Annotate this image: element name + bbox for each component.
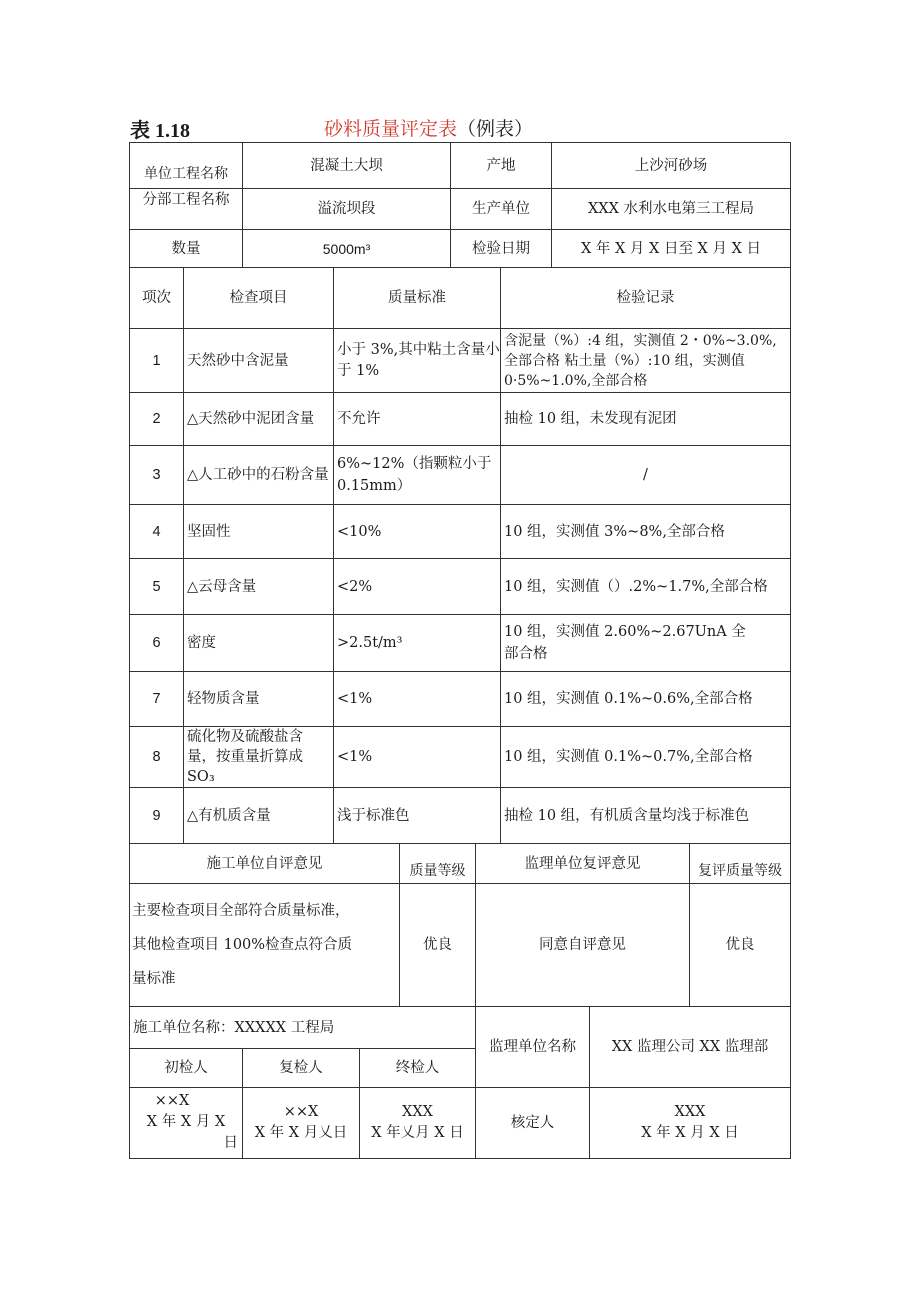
- row-1-standard: 小于 3%,其中粘土含量小于 1%: [334, 329, 501, 393]
- row-5-standard: <2%: [334, 559, 501, 615]
- row-8-record: 10 组，实测值 0.1%~0.7%,全部合格: [501, 727, 790, 788]
- row-1-record: 含泥量（%）:4 组，实测值 2・0%~3.0%,全部合格 粘土量（%）:10 组，实测值 0·5%~1.0%,全部合格: [501, 329, 790, 393]
- first-inspector-date-end: 日: [223, 1135, 238, 1151]
- unit-project-value: 混凝土大坝: [243, 143, 451, 189]
- row-5-no: 5: [130, 559, 184, 615]
- final-inspector-date: X 年乂月 X 日: [371, 1125, 464, 1141]
- row-1-no: 1: [130, 329, 184, 393]
- table-number: 表 1.18: [130, 120, 190, 142]
- first-inspector-name: ××X: [154, 1093, 190, 1109]
- final-inspector-sign: [360, 1088, 476, 1158]
- supervisor-unit-value: XX 监理公司 XX 监理部: [590, 1007, 790, 1088]
- first-inspector-date: X 年 X 月 X: [146, 1114, 226, 1130]
- row-7-record: 10 组，实测值 0.1%~0.6%,全部合格: [501, 672, 790, 727]
- row-5-item: △云母含量: [184, 559, 334, 615]
- first-inspector-sign: [130, 1088, 243, 1158]
- row-9-record: 抽检 10 组，有机质含量均浅于标准色: [501, 788, 790, 844]
- row-3-standard: 6%~12%（指颗粒小于 0.15mm）: [334, 446, 501, 505]
- approver-date: X 年 X 月 X 日: [641, 1125, 739, 1141]
- origin-label: 产地: [451, 143, 552, 189]
- second-inspector-sign: [243, 1088, 360, 1158]
- col-header-item: 检查项目: [184, 268, 334, 329]
- row-6-no: 6: [130, 615, 184, 672]
- first-inspector-label: 初检人: [130, 1049, 243, 1088]
- row-8-no: 8: [130, 727, 184, 788]
- approver-sign: [590, 1088, 790, 1158]
- review-grade-value: 优良: [690, 884, 790, 1007]
- page-title: [130, 114, 790, 144]
- row-6-record: 10 组，实测值 2.60%~2.67UnA 全部合格: [501, 615, 790, 672]
- supervisor-review-label: 监理单位复评意见: [476, 844, 690, 884]
- quantity-value: 5000m³: [243, 230, 451, 268]
- producer-label: 生产单位: [451, 189, 552, 230]
- row-4-no: 4: [130, 505, 184, 559]
- col-header-record: 检验记录: [501, 268, 790, 329]
- self-evaluation-opinion: [130, 884, 400, 1007]
- row-9-no: 9: [130, 788, 184, 844]
- review-grade-label: 复评质量等级: [690, 844, 790, 884]
- row-2-no: 2: [130, 393, 184, 446]
- row-3-item: △人工砂中的石粉含量: [184, 446, 334, 505]
- second-inspector-date: X 年 X 月乂日: [254, 1125, 348, 1141]
- quantity-label: 数量: [130, 230, 243, 268]
- row-1-item: 天然砂中含泥量: [184, 329, 334, 393]
- second-inspector-name: ××X: [283, 1104, 319, 1120]
- row-3-no: 3: [130, 446, 184, 505]
- self-opinion-line-1: 主要检查项目全部符合质量标准，: [132, 903, 350, 919]
- row-4-standard: <10%: [334, 505, 501, 559]
- row-3-record: /: [501, 446, 790, 505]
- evaluation-table: [129, 142, 791, 1159]
- origin-value: 上沙河砂场: [552, 143, 790, 189]
- self-opinion-line-3: 量标准: [132, 971, 176, 987]
- approver-name: XXX: [674, 1104, 706, 1120]
- row-7-no: 7: [130, 672, 184, 727]
- self-grade-value: 优良: [400, 884, 476, 1007]
- row-5-record: 10 组，实测值（）.2%~1.7%,全部合格: [501, 559, 790, 615]
- row-2-record: 抽检 10 组，未发现有泥团: [501, 393, 790, 446]
- approver-label: 核定人: [476, 1088, 590, 1158]
- final-inspector-label: 终检人: [360, 1049, 476, 1088]
- col-header-standard: 质量标准: [334, 268, 501, 329]
- producer-value: XXX 水利水电第三工程局: [552, 189, 790, 230]
- sub-project-value: 溢流坝段: [243, 189, 451, 230]
- row-7-item: 轻物质含量: [184, 672, 334, 727]
- inspection-date-label: 检验日期: [451, 230, 552, 268]
- second-inspector-label: 复检人: [243, 1049, 360, 1088]
- table-name-suffix: （例表）: [457, 118, 534, 140]
- self-opinion-line-2: 其他检查项目 100%检查点符合质: [132, 937, 353, 953]
- unit-project-label: 单位工程名称: [130, 143, 243, 189]
- table-name-red: 砂料质量评定表: [324, 118, 458, 140]
- self-evaluation-label: 施工单位自评意见: [130, 844, 400, 884]
- inspection-date-value: X 年 X 月 X 日至 X 月 X 日: [552, 230, 790, 268]
- final-inspector-name: XXX: [402, 1104, 433, 1120]
- row-2-item: △天然砂中泥团含量: [184, 393, 334, 446]
- row-2-standard: 不允许: [334, 393, 501, 446]
- row-6-item: 密度: [184, 615, 334, 672]
- sub-project-label: 分部工程名称: [130, 189, 243, 230]
- supervisor-unit-label: 监理单位名称: [476, 1007, 590, 1088]
- table-name: [324, 114, 533, 141]
- row-8-item: 硫化物及硫酸盐含量，按重量折算成SO₃: [184, 727, 334, 788]
- quality-grade-label: 质量等级: [400, 844, 476, 884]
- row-9-standard: 浅于标准色: [334, 788, 501, 844]
- review-opinion-value: 同意自评意见: [476, 884, 690, 1007]
- row-9-item: △有机质含量: [184, 788, 334, 844]
- row-7-standard: <1%: [334, 672, 501, 727]
- col-header-no: 项次: [130, 268, 184, 329]
- construction-unit-name: 施工单位名称：XXXXX 工程局: [130, 1007, 476, 1049]
- row-4-item: 坚固性: [184, 505, 334, 559]
- row-6-standard: >2.5t/m³: [334, 615, 501, 672]
- row-8-standard: <1%: [334, 727, 501, 788]
- row-4-record: 10 组，实测值 3%~8%,全部合格: [501, 505, 790, 559]
